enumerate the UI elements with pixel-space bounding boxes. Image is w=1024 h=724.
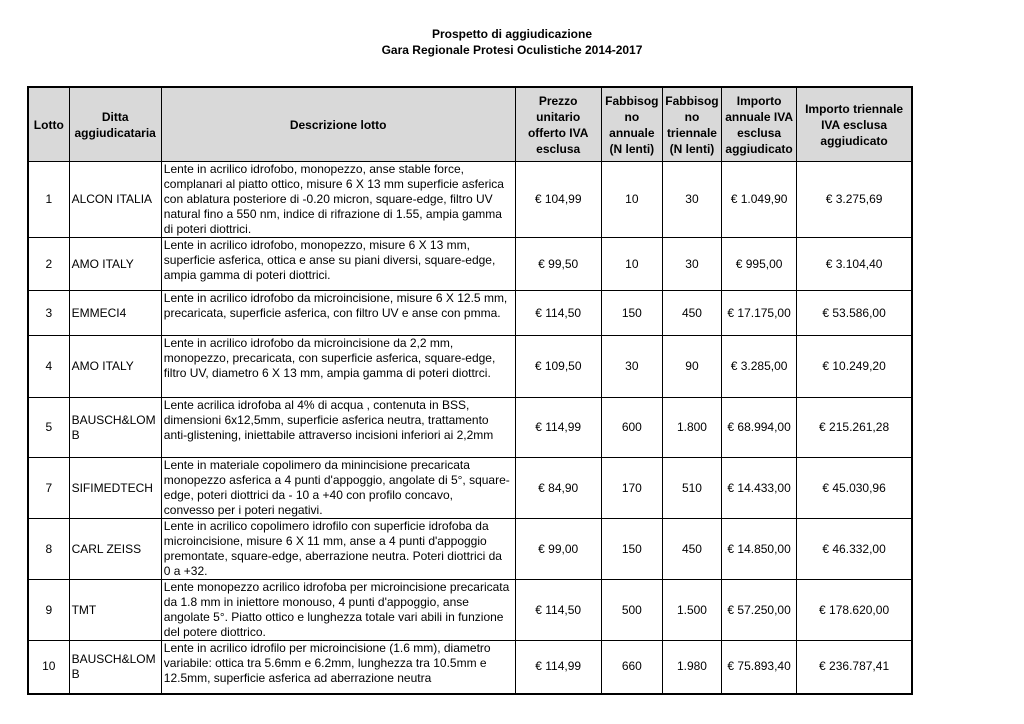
- cell-prezzo: € 114,99: [515, 641, 601, 694]
- cell-fabbisogno-triennale: 1.500: [662, 580, 721, 641]
- cell-descrizione: Lente acrilica idrofoba al 4% di acqua , contenuta in BSS, dimensioni 6x12,5mm, superficie asferica neutra, trattamento anti-glistening, iniettabile attraverso incisioni inferiori ai 2,2mm: [161, 398, 515, 458]
- cell-lotto: 9: [28, 580, 69, 641]
- cell-importo-annuale: € 68.994,00: [722, 398, 797, 458]
- cell-fabbisogno-annuale: 150: [601, 519, 662, 580]
- cell-descrizione: Lente in acrilico idrofobo, monopezzo, anse stable force, complanari al piatto ottico, misure 6 X 13 mm superficie asferica con ablatura posteriore di -0.20 micron, square-edge, filtro UV natural fino a 550 nm, indice di rifrazione di 1.55, ampia gamma di poteri diottrici.: [161, 162, 515, 238]
- cell-lotto: 3: [28, 291, 69, 336]
- table-row: [28, 458, 912, 519]
- cell-fabbisogno-annuale: 660: [601, 641, 662, 694]
- cell-fabbisogno-triennale: 90: [662, 336, 721, 398]
- cell-ditta: AMO ITALY: [69, 336, 161, 398]
- cell-importo-triennale: € 236.787,41: [797, 641, 912, 694]
- aggiudicazione-table: [27, 86, 913, 695]
- table-row: [28, 336, 912, 398]
- cell-ditta: SIFIMEDTECH: [69, 458, 161, 519]
- cell-descrizione: Lente in acrilico idrofilo per microincisione (1.6 mm), diametro variabile: ottica tra 5.6mm e 6.2mm, lunghezza tra 10.5mm e 12.5mm, superficie asferica ad aberrazione neutra: [161, 641, 515, 694]
- cell-descrizione: Lente in acrilico idrofobo, monopezzo, misure 6 X 13 mm, superficie asferica, ottica e anse su piani diversi, square-edge, ampia gamma di poteri diottrici.: [161, 238, 515, 291]
- cell-importo-annuale: € 995,00: [722, 238, 797, 291]
- cell-fabbisogno-triennale: 1.980: [662, 641, 721, 694]
- header-importo-annuale: Importo annuale IVA esclusa aggiudicato: [722, 87, 797, 162]
- cell-ditta: ALCON ITALIA: [69, 162, 161, 238]
- cell-lotto: 10: [28, 641, 69, 694]
- header-lotto: Lotto: [28, 87, 69, 162]
- cell-lotto: 8: [28, 519, 69, 580]
- cell-importo-annuale: € 75.893,40: [722, 641, 797, 694]
- cell-fabbisogno-annuale: 10: [601, 162, 662, 238]
- table-row: [28, 398, 912, 458]
- cell-importo-triennale: € 215.261,28: [797, 398, 912, 458]
- cell-fabbisogno-triennale: 450: [662, 519, 721, 580]
- cell-fabbisogno-annuale: 600: [601, 398, 662, 458]
- cell-fabbisogno-annuale: 170: [601, 458, 662, 519]
- table-row: [28, 580, 912, 641]
- cell-descrizione: Lente in acrilico copolimero idrofilo con superficie idrofoba da microincisione, misure 6 X 11 mm, anse a 4 punti d'appoggio premontate, square-edge, aberrazione neutra. Poteri diottrici da 0 a +32.: [161, 519, 515, 580]
- cell-prezzo: € 114,99: [515, 398, 601, 458]
- cell-ditta: BAUSCH&LOM B: [69, 398, 161, 458]
- cell-descrizione: Lente in acrilico idrofobo da microincisione, misure 6 X 12.5 mm, precaricata, superficie asferica, con filtro UV e anse con pmma.: [161, 291, 515, 336]
- cell-lotto: 2: [28, 238, 69, 291]
- cell-importo-triennale: € 53.586,00: [797, 291, 912, 336]
- cell-prezzo: € 84,90: [515, 458, 601, 519]
- cell-prezzo: € 99,50: [515, 238, 601, 291]
- cell-ditta: AMO ITALY: [69, 238, 161, 291]
- cell-importo-annuale: € 3.285,00: [722, 336, 797, 398]
- cell-prezzo: € 109,50: [515, 336, 601, 398]
- cell-descrizione: Lente monopezzo acrilico idrofoba per microincisione precaricata da 1.8 mm in iniettore monouso, 4 punti d'appoggio, anse angolate 5°. Piatto ottico e lunghezza totale vari abili in funzione del potere diottrico.: [161, 580, 515, 641]
- cell-fabbisogno-triennale: 1.800: [662, 398, 721, 458]
- cell-importo-triennale: € 3.104,40: [797, 238, 912, 291]
- cell-fabbisogno-annuale: 150: [601, 291, 662, 336]
- cell-prezzo: € 104,99: [515, 162, 601, 238]
- cell-importo-triennale: € 178.620,00: [797, 580, 912, 641]
- header-descrizione: Descrizione lotto: [161, 87, 515, 162]
- cell-importo-triennale: € 3.275,69: [797, 162, 912, 238]
- table-header-row: [28, 87, 912, 162]
- cell-importo-annuale: € 14.433,00: [722, 458, 797, 519]
- cell-ditta: CARL ZEISS: [69, 519, 161, 580]
- header-fabbisogno-annuale: Fabbisog no annuale (N lenti): [601, 87, 662, 162]
- cell-fabbisogno-annuale: 30: [601, 336, 662, 398]
- cell-ditta: TMT: [69, 580, 161, 641]
- table-row: [28, 519, 912, 580]
- table-row: [28, 162, 912, 238]
- cell-prezzo: € 114,50: [515, 291, 601, 336]
- cell-importo-annuale: € 57.250,00: [722, 580, 797, 641]
- cell-fabbisogno-annuale: 500: [601, 580, 662, 641]
- cell-ditta: EMMECI4: [69, 291, 161, 336]
- cell-importo-annuale: € 17.175,00: [722, 291, 797, 336]
- cell-fabbisogno-annuale: 10: [601, 238, 662, 291]
- cell-descrizione: Lente in acrilico idrofobo da microincisione da 2,2 mm, monopezzo, precaricata, con superficie asferica, square-edge, filtro UV, diametro 6 X 13 mm, ampia gamma di poteri diottrci.: [161, 336, 515, 398]
- cell-prezzo: € 99,00: [515, 519, 601, 580]
- cell-ditta: BAUSCH&LOM B: [69, 641, 161, 694]
- header-prezzo: Prezzo unitario offerto IVA esclusa: [515, 87, 601, 162]
- table-row: [28, 238, 912, 291]
- cell-importo-annuale: € 14.850,00: [722, 519, 797, 580]
- cell-lotto: 4: [28, 336, 69, 398]
- cell-importo-triennale: € 45.030,96: [797, 458, 912, 519]
- cell-importo-triennale: € 46.332,00: [797, 519, 912, 580]
- cell-importo-triennale: € 10.249,20: [797, 336, 912, 398]
- cell-descrizione: Lente in materiale copolimero da minincisione precaricata monopezzo asferica a 4 punti d'appoggio, angolate di 5°, square- edge, poteri diottrici da - 10 a +40 con profilo concavo, convesso per i poteri negativi.: [161, 458, 515, 519]
- header-ditta: Ditta aggiudicataria: [69, 87, 161, 162]
- header-importo-triennale: Importo triennale IVA esclusa aggiudicato: [797, 87, 912, 162]
- cell-lotto: 5: [28, 398, 69, 458]
- cell-fabbisogno-triennale: 30: [662, 162, 721, 238]
- table-row: [28, 291, 912, 336]
- document-title: Prospetto di aggiudicazione: [431, 27, 592, 41]
- document-subtitle: Gara Regionale Protesi Oculistiche 2014-2017: [381, 43, 643, 57]
- table-row: [28, 641, 912, 694]
- cell-prezzo: € 114,50: [515, 580, 601, 641]
- cell-fabbisogno-triennale: 30: [662, 238, 721, 291]
- cell-lotto: 7: [28, 458, 69, 519]
- cell-fabbisogno-triennale: 450: [662, 291, 721, 336]
- cell-fabbisogno-triennale: 510: [662, 458, 721, 519]
- header-fabbisogno-triennale: Fabbisog no triennale (N lenti): [662, 87, 721, 162]
- cell-lotto: 1: [28, 162, 69, 238]
- cell-importo-annuale: € 1.049,90: [722, 162, 797, 238]
